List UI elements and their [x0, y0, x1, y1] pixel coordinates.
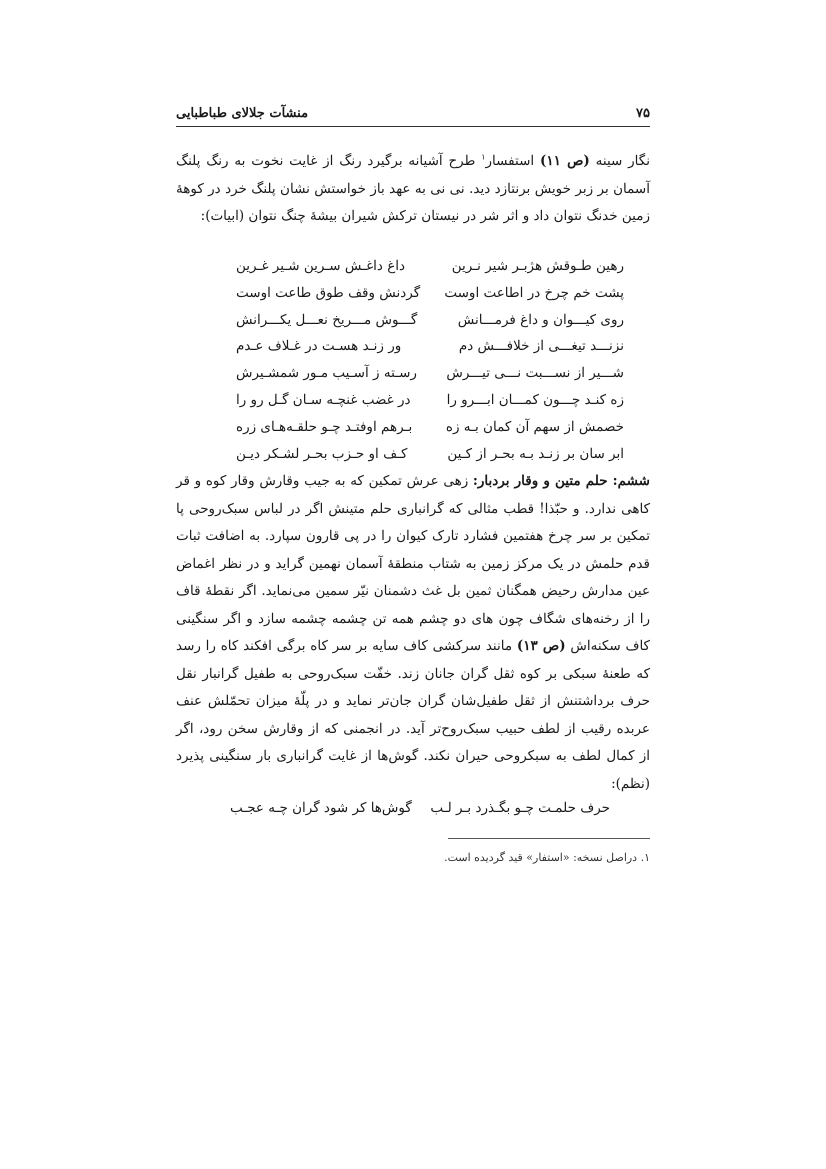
paragraph-2: [176, 468, 650, 798]
verse-hemistich-first: رهین طـوقش هژبـر شیر نـرین: [451, 258, 624, 274]
paragraph-2-text-b: مانند سرکشی کاف سایه بر سر کاه برگی افکند کاه را رسد که طعنۀ سبکی بر کوه ثقل گران جانان زند. خفّت سبک‌روحی به طفیل گرانبار نقل حرف برداشتنش از ثقل طفیل‌شان گران جان‌تر نماید و در پلّۀ میزان تحمّلش عنف عربده رقیب از لطف حبیب سبک‌روح‌تر آید. در انجمنی که از وقارش سخن رود، اگر از کمال لطف به سبکروحی حیران نکند. گوش‌ها از غایت گرانباری بار سنگینی پذیرد (نظم):: [176, 638, 650, 792]
page-reference-13: (ص ۱۳): [516, 638, 566, 654]
footnote: ۱. دراصل نسخه: «استفار» قید گردیده است.: [444, 851, 650, 864]
verse-hemistich-second: رسـته ز آسـیب مـور شمشـیرش: [236, 365, 417, 382]
running-title: منشآت جلالای طباطبایی: [176, 106, 309, 121]
verse-hemistich-second: ور زنـد هسـت در غـلاف عـدم: [236, 338, 402, 355]
verse-line: [236, 312, 636, 339]
verse-hemistich-second: بـرهم اوفتـد چـو حلقـه‌هـای زره: [236, 418, 413, 435]
paragraph-1-text-b: استفسار: [485, 153, 540, 169]
verse-line: [236, 392, 636, 419]
verse-hemistich-first: ابر سان بر زنـد بـه بحـر از کـین: [447, 445, 624, 462]
verse-hemistich-first: زه کنـد چـــون کمـــان ابـــرو را: [446, 391, 624, 408]
page-number: ۷۵: [636, 106, 650, 121]
verse-line: [236, 258, 636, 285]
verse-line: [236, 338, 636, 365]
paragraph-2-text-a: زهی عرش تمکین که به جیب وقارش وقار کوه و قر کاهی ندارد. و حبّذا! قطب مثالی که گرانباری حلم متینش اگر در لباس سبک‌روحی پا تمکین بر سر چرخ هفتمین فشارد تارک کیوان را در پی قارون سپارد. به اضافت ثبات قدم حلمش در یک مرکز زمین به شتاب منطقۀ آسمان نهمین گراید و در نظر اغماض عین مدارش رحیض همگنان ثمین بل غث دشمنان نیّر سمین می‌نماید. اگر نقطۀ قاف را از رخنه‌های شگاف چون های دو چشم همه تن چشمه چشمه سازد و اگر سنگینی کاف سکنه‌اش: [176, 473, 650, 654]
footnote-marker: ۱: [481, 152, 486, 162]
verse-hemistich-second: گـــوش مـــریخ نعـــل یکـــرانش: [236, 311, 418, 328]
verse-hemistich-first: نزنـــد تیغـــی از خلافـــش دم: [458, 338, 624, 355]
paragraph-1-text-c: طرح آشیانه برگیرد رنگ از غایت نخوت به رنگ پلنگ آسمان بر زبر خویش برنتازد دید. نی نی به عهد باز خواستش نشان پلنگ خرد در کوهۀ زمین خدنگ نتوان داد و اثر شر در نیستان ترکش شیران بیشۀ چنگ نتوان (ابیات):: [176, 153, 650, 224]
verse-hemistich-second: در غضب غنچـه سـان گـل رو را: [236, 391, 411, 408]
verse-hemistich-second: گردنش وقف طوق طاعت اوست: [236, 284, 421, 301]
verse-hemistich-first: حرف حلمـت چـو بگـذرد بـر لـب: [430, 800, 610, 816]
verse-hemistich-first: خصمش از سهم آن کمان بـه زه: [445, 418, 624, 435]
verse-hemistich-second: کـف او حـزب بحـر لشـکر دیـن: [236, 445, 408, 462]
verse-line: [236, 365, 636, 392]
footnote-divider: [448, 838, 650, 839]
page-reference-11: (ص ۱۱): [539, 153, 590, 169]
verse-hemistich-first: پشت خم چرخ در اطاعت اوست: [444, 284, 624, 301]
verse-block: [236, 258, 636, 472]
paragraph-1-text-a: نگار سینه: [589, 153, 650, 169]
page-header: [176, 100, 650, 127]
verse-line: [236, 285, 636, 312]
paragraph-1: [176, 148, 650, 231]
verse-hemistich-first: روی کیـــوان و داغ فرمـــانش: [457, 311, 624, 328]
verse-hemistich-second: گوش‌ها کر شود گران چـه عجـب: [230, 800, 412, 816]
verse-hemistich-second: داغ داغـش سـرین شـیر غـرین: [236, 258, 406, 274]
section-heading: ششم: حلم متین و وقار بردبار:: [472, 473, 650, 489]
verse-hemistich-first: شـــیر از نســـبت نـــی تیـــرش: [446, 365, 624, 382]
closing-verse: [230, 800, 610, 827]
verse-line: [236, 419, 636, 446]
